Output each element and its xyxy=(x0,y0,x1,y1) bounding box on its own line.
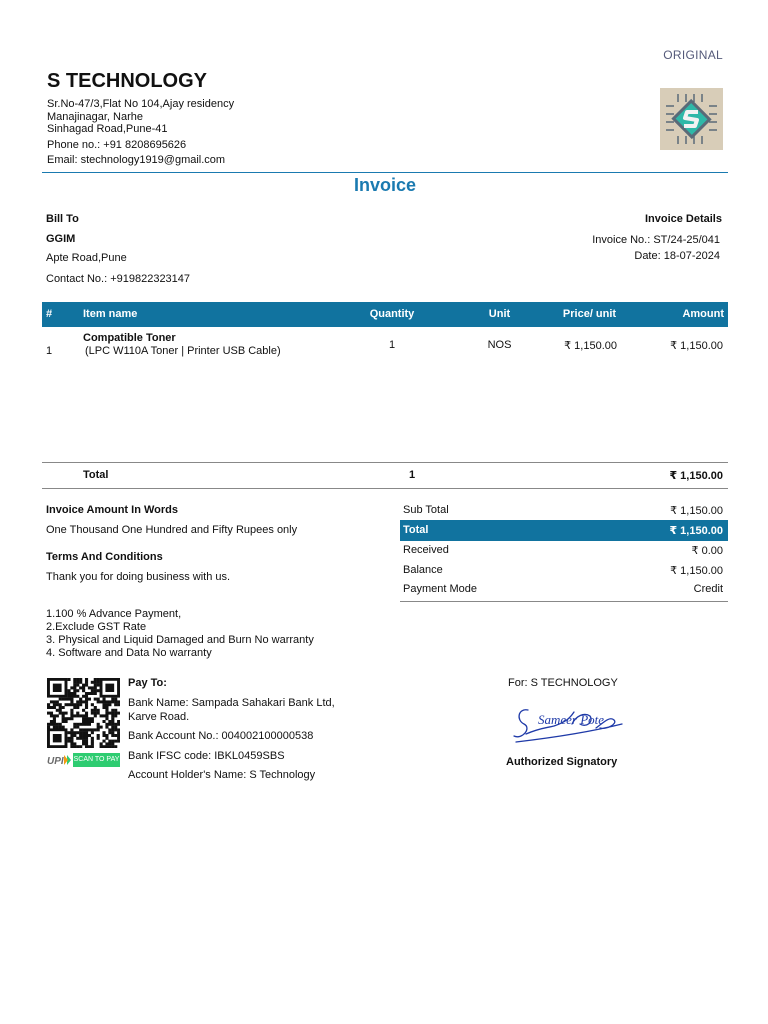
bill-to-name: GGIM xyxy=(46,233,76,245)
row-price: ₹ 1,150.00 xyxy=(564,340,617,352)
company-phone: Phone no.: +91 8208695626 xyxy=(47,139,187,151)
terms-point-4: 4. Software and Data No warranty xyxy=(46,647,212,659)
col-price: Price/ unit xyxy=(562,308,617,320)
summary-total-label: Total xyxy=(403,524,429,536)
terms-point-1: 1.100 % Advance Payment, xyxy=(46,608,182,620)
row-amount: ₹ 1,150.00 xyxy=(670,340,723,352)
table-total-label: Total xyxy=(83,469,109,481)
qr-code-icon xyxy=(47,678,120,748)
row-index: 1 xyxy=(46,345,53,357)
col-index: # xyxy=(46,308,53,320)
table-total-quantity: 1 xyxy=(408,469,416,481)
amount-words-text: One Thousand One Hundred and Fifty Rupees only xyxy=(46,524,298,536)
bank-account-number: Bank Account No.: 004002100000538 xyxy=(128,730,314,742)
balance-label: Balance xyxy=(403,564,443,576)
upi-logo-text: UPI xyxy=(47,756,64,767)
upi-logo-icon xyxy=(47,753,73,767)
scan-to-pay-label: SCAN TO PAY xyxy=(73,753,120,767)
invoice-title: Invoice xyxy=(353,175,417,195)
invoice-details-label: Invoice Details xyxy=(644,213,722,225)
copy-label: ORIGINAL xyxy=(663,48,723,62)
pay-to-label: Pay To: xyxy=(128,677,167,689)
address-line-3: Sinhagad Road,Pune-41 xyxy=(47,123,168,135)
upi-badge xyxy=(47,753,120,767)
company-logo xyxy=(660,88,723,150)
bank-branch: Karve Road. xyxy=(128,711,190,723)
table-total-amount: ₹ 1,150.00 xyxy=(669,470,723,482)
col-unit: Unit xyxy=(488,308,511,320)
terms-point-3: 3. Physical and Liquid Damaged and Burn No warranty xyxy=(46,634,314,646)
terms-point-2: 2.Exclude GST Rate xyxy=(46,621,147,633)
sub-total-label: Sub Total xyxy=(403,504,449,516)
row-item-name: Compatible Toner xyxy=(83,332,176,344)
payment-mode-value: Credit xyxy=(693,583,723,595)
address-line-1: Sr.No-47/3,Flat No 104,Ajay residency xyxy=(47,98,235,110)
col-quantity: Quantity xyxy=(369,308,415,320)
total-divider-top xyxy=(42,462,728,463)
summary-divider xyxy=(400,601,728,602)
bill-to-address: Apte Road,Pune xyxy=(46,252,127,264)
bank-ifsc: Bank IFSC code: IBKL0459SBS xyxy=(128,750,285,762)
balance-value: ₹ 1,150.00 xyxy=(670,565,723,577)
company-name: S TECHNOLOGY xyxy=(47,70,208,92)
signature-text: Sameer Pote xyxy=(538,712,605,727)
summary-total-value: ₹ 1,150.00 xyxy=(669,525,723,537)
bank-name: Bank Name: Sampada Sahakari Bank Ltd, xyxy=(128,697,335,709)
bill-to-label: Bill To xyxy=(46,213,79,225)
received-label: Received xyxy=(403,544,449,556)
row-unit: NOS xyxy=(487,339,512,351)
payment-mode-label: Payment Mode xyxy=(403,583,477,595)
row-item-description: (LPC W110A Toner | Printer USB Cable) xyxy=(85,345,281,357)
authorized-signatory-label: Authorized Signatory xyxy=(506,756,618,768)
items-table-header xyxy=(42,302,728,327)
bill-to-contact: Contact No.: +919822323147 xyxy=(46,273,191,285)
invoice-date: Date: 18-07-2024 xyxy=(634,250,720,262)
signature-image xyxy=(510,698,625,746)
terms-label: Terms And Conditions xyxy=(46,551,163,563)
terms-text: Thank you for doing business with us. xyxy=(46,571,231,583)
for-company-label: For: S TECHNOLOGY xyxy=(508,677,618,689)
sub-total-value: ₹ 1,150.00 xyxy=(670,505,723,517)
invoice-number: Invoice No.: ST/24-25/041 xyxy=(592,234,720,246)
header-divider xyxy=(42,172,728,173)
received-value: ₹ 0.00 xyxy=(691,545,723,557)
company-email: Email: stechnology1919@gmail.com xyxy=(47,154,226,166)
amount-words-label: Invoice Amount In Words xyxy=(46,504,179,516)
col-item-name: Item name xyxy=(83,308,138,320)
total-divider-bottom xyxy=(42,488,728,489)
col-amount: Amount xyxy=(682,308,724,320)
address-line-2: Manajinagar, Narhe xyxy=(47,111,144,123)
chip-logo-icon xyxy=(660,88,723,150)
account-holder: Account Holder's Name: S Technology xyxy=(128,769,316,781)
row-quantity: 1 xyxy=(388,339,396,351)
